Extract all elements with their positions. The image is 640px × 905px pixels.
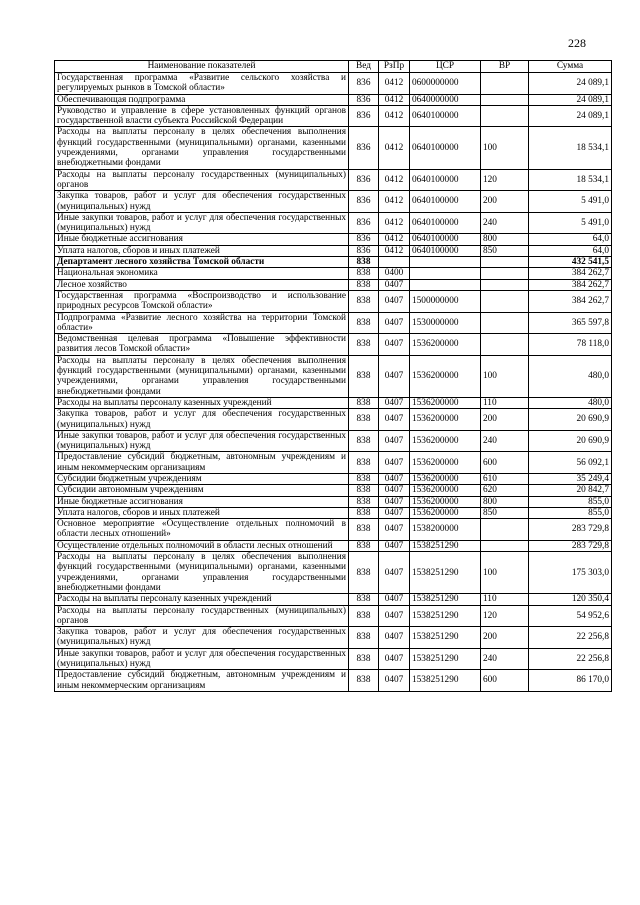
cell-csr: 0640100000	[410, 169, 481, 191]
cell-name: Национальная экономика	[55, 268, 349, 279]
cell-sum: 480,0	[529, 355, 612, 397]
cell-rzpr: 0412	[379, 94, 410, 105]
cell-csr	[410, 268, 481, 279]
cell-sum: 24 089,1	[529, 94, 612, 105]
header-rzpr: РзПр	[379, 61, 410, 73]
cell-rzpr: 0407	[379, 540, 410, 551]
cell-sum: 35 249,4	[529, 473, 612, 484]
table-row	[55, 648, 612, 670]
table-row	[55, 627, 612, 649]
header-name: Наименование показателей	[55, 61, 349, 73]
cell-rzpr: 0412	[379, 105, 410, 127]
cell-sum: 86 170,0	[529, 670, 612, 692]
cell-vr: 120	[481, 605, 529, 627]
cell-ved: 838	[349, 268, 379, 279]
table-row	[55, 245, 612, 256]
cell-vr	[481, 73, 529, 95]
cell-name: Расходы на выплаты персоналу государственных (муниципальных) органов	[55, 605, 349, 627]
cell-csr: 1536200000	[410, 397, 481, 408]
cell-name: Закупка товаров, работ и услуг для обеспечения государственных (муниципальных) нужд	[55, 409, 349, 431]
cell-ved: 838	[349, 409, 379, 431]
cell-sum: 5 491,0	[529, 191, 612, 213]
cell-sum: 283 729,8	[529, 540, 612, 551]
cell-csr: 1536200000	[410, 452, 481, 474]
cell-name: Департамент лесного хозяйства Томской области	[55, 257, 349, 268]
cell-ved: 838	[349, 605, 379, 627]
cell-csr	[410, 279, 481, 290]
cell-ved: 838	[349, 670, 379, 692]
cell-vr: 100	[481, 552, 529, 594]
cell-vr	[481, 290, 529, 312]
cell-csr: 1538200000	[410, 519, 481, 541]
cell-vr: 850	[481, 245, 529, 256]
page-number: 228	[568, 36, 586, 50]
table-row	[55, 334, 612, 356]
table-row	[55, 605, 612, 627]
cell-sum: 5 491,0	[529, 212, 612, 234]
cell-csr: 1536200000	[410, 430, 481, 452]
cell-rzpr: 0412	[379, 212, 410, 234]
header-sum: Сумма	[529, 61, 612, 73]
cell-csr: 1538251290	[410, 670, 481, 692]
table-row	[55, 312, 612, 334]
cell-name: Расходы на выплаты персоналу в целях обеспечения выполнения функций государственными (муниципальными) органами, казенными учреждениями, органами управления государственными внебюджетными фондами	[55, 552, 349, 594]
table-row	[55, 268, 612, 279]
cell-name: Уплата налогов, сборов и иных платежей	[55, 507, 349, 518]
cell-rzpr: 0407	[379, 430, 410, 452]
cell-ved: 838	[349, 594, 379, 605]
table-row	[55, 127, 612, 169]
header-vr: ВР	[481, 61, 529, 73]
cell-name: Государственная программа «Развитие сельского хозяйства и регулируемых рынков в Томской области»	[55, 73, 349, 95]
table-row	[55, 191, 612, 213]
cell-name: Расходы на выплаты персоналу в целях обеспечения выполнения функций государственными (муниципальными) органами, казенными учреждениями, органами управления государственными внебюджетными фондами	[55, 355, 349, 397]
cell-sum: 24 089,1	[529, 105, 612, 127]
table-row	[55, 507, 612, 518]
cell-name: Расходы на выплаты персоналу казенных учреждений	[55, 397, 349, 408]
table-row	[55, 430, 612, 452]
table-row	[55, 452, 612, 474]
cell-csr: 1536200000	[410, 485, 481, 496]
cell-vr: 110	[481, 397, 529, 408]
cell-vr: 240	[481, 430, 529, 452]
cell-vr	[481, 540, 529, 551]
table-row	[55, 73, 612, 95]
cell-sum: 22 256,8	[529, 627, 612, 649]
cell-rzpr: 0407	[379, 355, 410, 397]
table-row	[55, 355, 612, 397]
cell-ved: 838	[349, 473, 379, 484]
cell-sum: 56 092,1	[529, 452, 612, 474]
cell-vr: 240	[481, 212, 529, 234]
cell-rzpr: 0407	[379, 507, 410, 518]
cell-rzpr: 0407	[379, 397, 410, 408]
cell-rzpr: 0407	[379, 519, 410, 541]
cell-vr: 800	[481, 234, 529, 245]
cell-sum: 20 842,7	[529, 485, 612, 496]
table-row	[55, 290, 612, 312]
cell-ved: 838	[349, 334, 379, 356]
cell-sum: 175 303,0	[529, 552, 612, 594]
cell-csr: 0640100000	[410, 234, 481, 245]
cell-sum: 54 952,6	[529, 605, 612, 627]
cell-ved: 838	[349, 312, 379, 334]
cell-rzpr: 0412	[379, 234, 410, 245]
header-ved: Вед	[349, 61, 379, 73]
cell-ved: 838	[349, 540, 379, 551]
cell-name: Ведомственная целевая программа «Повышение эффективности развития лесов Томской области»	[55, 334, 349, 356]
cell-ved: 838	[349, 430, 379, 452]
cell-ved: 838	[349, 257, 379, 268]
cell-name: Расходы на выплаты персоналу государственных (муниципальных) органов	[55, 169, 349, 191]
cell-vr: 600	[481, 452, 529, 474]
cell-rzpr: 0407	[379, 473, 410, 484]
cell-vr: 600	[481, 670, 529, 692]
cell-vr: 850	[481, 507, 529, 518]
cell-vr	[481, 279, 529, 290]
table-row	[55, 169, 612, 191]
cell-ved: 836	[349, 105, 379, 127]
cell-vr: 200	[481, 409, 529, 431]
cell-name: Подпрограмма «Развитие лесного хозяйства на территории Томской области»	[55, 312, 349, 334]
table-header-row	[55, 61, 612, 73]
cell-rzpr: 0412	[379, 169, 410, 191]
cell-sum: 384 262,7	[529, 290, 612, 312]
cell-rzpr: 0412	[379, 191, 410, 213]
cell-vr	[481, 312, 529, 334]
cell-csr: 0640100000	[410, 127, 481, 169]
cell-sum: 480,0	[529, 397, 612, 408]
cell-sum: 64,0	[529, 245, 612, 256]
cell-sum: 18 534,1	[529, 169, 612, 191]
cell-rzpr: 0400	[379, 268, 410, 279]
cell-rzpr	[379, 257, 410, 268]
cell-sum: 283 729,8	[529, 519, 612, 541]
cell-csr: 1536200000	[410, 473, 481, 484]
cell-rzpr: 0407	[379, 648, 410, 670]
cell-name: Уплата налогов, сборов и иных платежей	[55, 245, 349, 256]
cell-csr: 0600000000	[410, 73, 481, 95]
cell-csr: 1538251290	[410, 627, 481, 649]
cell-csr: 0640100000	[410, 245, 481, 256]
cell-csr: 0640100000	[410, 191, 481, 213]
cell-vr: 110	[481, 594, 529, 605]
cell-vr: 620	[481, 485, 529, 496]
cell-vr: 240	[481, 648, 529, 670]
table-row	[55, 409, 612, 431]
cell-name: Закупка товаров, работ и услуг для обеспечения государственных (муниципальных) нужд	[55, 627, 349, 649]
cell-ved: 838	[349, 496, 379, 507]
cell-sum: 855,0	[529, 496, 612, 507]
cell-rzpr: 0407	[379, 605, 410, 627]
cell-ved: 836	[349, 169, 379, 191]
cell-vr: 120	[481, 169, 529, 191]
cell-sum: 64,0	[529, 234, 612, 245]
table-body	[55, 73, 612, 692]
table-row	[55, 552, 612, 594]
cell-name: Закупка товаров, работ и услуг для обеспечения государственных (муниципальных) нужд	[55, 191, 349, 213]
cell-vr: 800	[481, 496, 529, 507]
cell-sum: 24 089,1	[529, 73, 612, 95]
cell-ved: 836	[349, 191, 379, 213]
cell-rzpr: 0407	[379, 496, 410, 507]
cell-csr: 0640000000	[410, 94, 481, 105]
cell-sum: 120 350,4	[529, 594, 612, 605]
cell-vr	[481, 257, 529, 268]
cell-ved: 838	[349, 279, 379, 290]
cell-csr: 0640100000	[410, 105, 481, 127]
cell-rzpr: 0412	[379, 245, 410, 256]
cell-rzpr: 0407	[379, 670, 410, 692]
cell-ved: 838	[349, 355, 379, 397]
cell-name: Иные закупки товаров, работ и услуг для обеспечения государственных (муниципальных) нужд	[55, 430, 349, 452]
cell-sum: 384 262,7	[529, 268, 612, 279]
cell-name: Предоставление субсидий бюджетным, автономным учреждениям и иным некоммерческим организациям	[55, 452, 349, 474]
cell-rzpr: 0407	[379, 552, 410, 594]
cell-rzpr: 0407	[379, 312, 410, 334]
cell-ved: 838	[349, 397, 379, 408]
cell-name: Иные закупки товаров, работ и услуг для обеспечения государственных (муниципальных) нужд	[55, 648, 349, 670]
cell-ved: 838	[349, 552, 379, 594]
cell-csr: 1538251290	[410, 552, 481, 594]
cell-csr: 1538251290	[410, 540, 481, 551]
table-row	[55, 473, 612, 484]
cell-sum: 432 541,5	[529, 257, 612, 268]
cell-vr: 610	[481, 473, 529, 484]
table-row	[55, 279, 612, 290]
cell-name: Осуществление отдельных полномочий в области лесных отношений	[55, 540, 349, 551]
cell-sum: 365 597,8	[529, 312, 612, 334]
cell-name: Лесное хозяйство	[55, 279, 349, 290]
cell-name: Обеспечивающая подпрограмма	[55, 94, 349, 105]
cell-ved: 838	[349, 507, 379, 518]
cell-ved: 836	[349, 245, 379, 256]
cell-ved: 836	[349, 234, 379, 245]
cell-ved: 838	[349, 452, 379, 474]
table-row	[55, 540, 612, 551]
cell-rzpr: 0407	[379, 485, 410, 496]
cell-vr	[481, 519, 529, 541]
cell-name: Иные бюджетные ассигнования	[55, 496, 349, 507]
cell-csr: 1500000000	[410, 290, 481, 312]
table-row	[55, 105, 612, 127]
cell-ved: 838	[349, 519, 379, 541]
cell-csr: 1536200000	[410, 355, 481, 397]
cell-name: Иные бюджетные ассигнования	[55, 234, 349, 245]
cell-ved: 836	[349, 212, 379, 234]
cell-sum: 20 690,9	[529, 409, 612, 431]
table-row	[55, 594, 612, 605]
cell-sum: 78 118,0	[529, 334, 612, 356]
cell-ved: 838	[349, 290, 379, 312]
table-row	[55, 212, 612, 234]
table-row	[55, 519, 612, 541]
cell-ved: 836	[349, 73, 379, 95]
cell-csr: 1538251290	[410, 605, 481, 627]
table-row	[55, 94, 612, 105]
cell-rzpr: 0407	[379, 409, 410, 431]
cell-name: Руководство и управление в сфере установленных функций органов государственной власти субъекта Российской Федерации	[55, 105, 349, 127]
cell-rzpr: 0407	[379, 627, 410, 649]
cell-name: Расходы на выплаты персоналу казенных учреждений	[55, 594, 349, 605]
cell-ved: 836	[349, 94, 379, 105]
cell-name: Государственная программа «Воспроизводство и использование природных ресурсов Томской области»	[55, 290, 349, 312]
cell-csr: 0640100000	[410, 212, 481, 234]
cell-csr: 1538251290	[410, 594, 481, 605]
cell-rzpr: 0407	[379, 452, 410, 474]
cell-rzpr: 0407	[379, 594, 410, 605]
cell-rzpr: 0412	[379, 127, 410, 169]
cell-vr: 100	[481, 127, 529, 169]
cell-csr	[410, 257, 481, 268]
cell-vr: 200	[481, 191, 529, 213]
cell-rzpr: 0407	[379, 279, 410, 290]
cell-vr	[481, 268, 529, 279]
budget-table	[54, 60, 612, 692]
cell-csr: 1530000000	[410, 312, 481, 334]
cell-ved: 838	[349, 648, 379, 670]
cell-name: Предоставление субсидий бюджетным, автономным учреждениям и иным некоммерческим организациям	[55, 670, 349, 692]
cell-csr: 1538251290	[410, 648, 481, 670]
cell-sum: 18 534,1	[529, 127, 612, 169]
cell-csr: 1536200000	[410, 409, 481, 431]
cell-sum: 855,0	[529, 507, 612, 518]
table-row	[55, 397, 612, 408]
cell-name: Иные закупки товаров, работ и услуг для обеспечения государственных (муниципальных) нужд	[55, 212, 349, 234]
cell-name: Расходы на выплаты персоналу в целях обеспечения выполнения функций государственными (муниципальными) органами, казенными учреждениями, органами управления государственными внебюджетными фондами	[55, 127, 349, 169]
cell-sum: 384 262,7	[529, 279, 612, 290]
cell-name: Субсидии бюджетным учреждениям	[55, 473, 349, 484]
cell-sum: 20 690,9	[529, 430, 612, 452]
cell-vr	[481, 105, 529, 127]
cell-vr: 100	[481, 355, 529, 397]
cell-csr: 1536200000	[410, 334, 481, 356]
cell-vr	[481, 334, 529, 356]
table-row	[55, 670, 612, 692]
cell-ved: 838	[349, 485, 379, 496]
cell-rzpr: 0412	[379, 73, 410, 95]
cell-ved: 836	[349, 127, 379, 169]
table-row	[55, 496, 612, 507]
cell-csr: 1536200000	[410, 496, 481, 507]
cell-name: Субсидии автономным учреждениям	[55, 485, 349, 496]
cell-ved: 838	[349, 627, 379, 649]
table-row	[55, 257, 612, 268]
table-row	[55, 485, 612, 496]
cell-rzpr: 0407	[379, 290, 410, 312]
cell-name: Основное мероприятие «Осуществление отдельных полномочий в области лесных отношений»	[55, 519, 349, 541]
cell-sum: 22 256,8	[529, 648, 612, 670]
cell-csr: 1536200000	[410, 507, 481, 518]
cell-vr: 200	[481, 627, 529, 649]
cell-rzpr: 0407	[379, 334, 410, 356]
header-csr: ЦСР	[410, 61, 481, 73]
cell-vr	[481, 94, 529, 105]
table-row	[55, 234, 612, 245]
